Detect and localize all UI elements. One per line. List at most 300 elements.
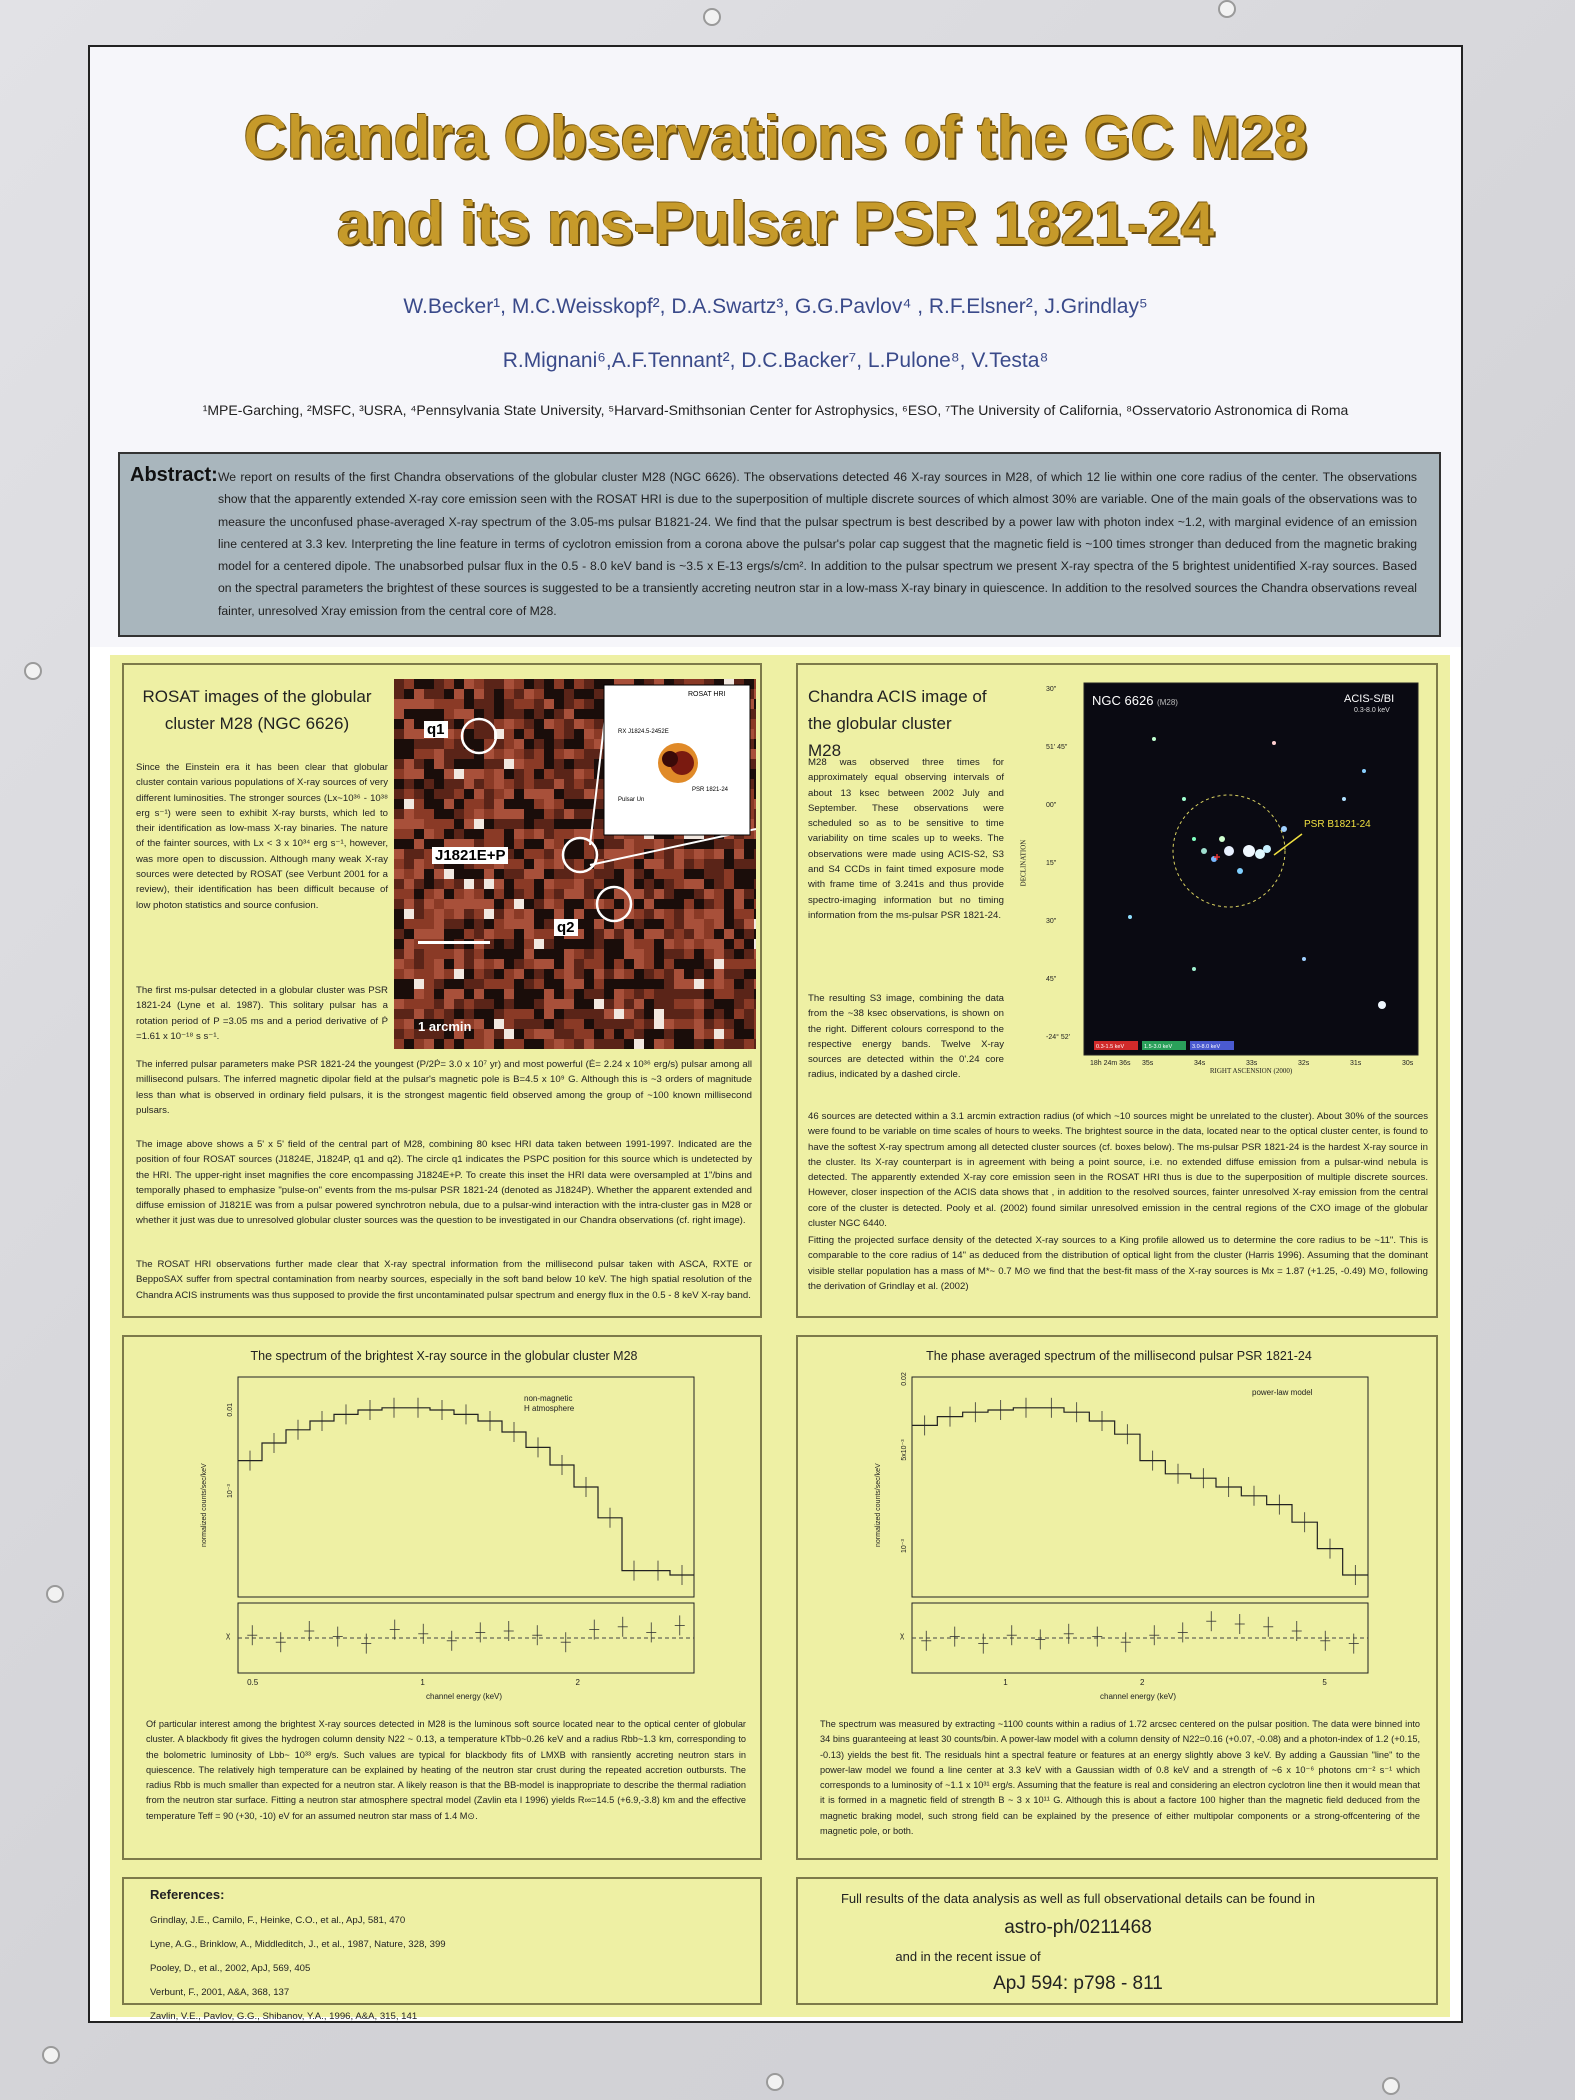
hri-pixel [494,969,504,979]
hri-pixel [594,979,604,989]
hri-pixel [544,809,554,819]
hri-pixel [714,989,724,999]
hri-pixel [454,719,464,729]
hri-pixel [394,889,404,899]
hri-pixel [524,929,534,939]
hri-pixel [524,889,534,899]
hri-pixel [684,919,694,929]
hri-pixel [584,929,594,939]
hri-pixel [754,959,756,969]
hri-pixel [474,999,484,1009]
hri-pixel [514,949,524,959]
hri-pixel [604,869,614,879]
hri-pixel [614,1009,624,1019]
pin-top-center [703,8,721,26]
hri-pixel [534,919,544,929]
hri-pixel [744,939,754,949]
hri-pixel [744,889,754,899]
hri-pixel [754,809,756,819]
hri-pixel [464,989,474,999]
rosat-title-line-1: ROSAT images of the globular [142,687,372,706]
hri-pixel [444,799,454,809]
hri-pixel [564,699,574,709]
hri-pixel [404,879,414,889]
hri-pixel [504,969,514,979]
acis-xtick: 33s [1246,1060,1258,1067]
hri-pixel [494,769,504,779]
hri-pixel [584,979,594,989]
hri-pixel [514,849,524,859]
hri-pixel [594,819,604,829]
hri-pixel [444,949,454,959]
hri-pixel [474,989,484,999]
hri-pixel [644,869,654,879]
hri-pixel [534,829,544,839]
hri-pixel [684,1029,694,1039]
hri-pixel [424,809,434,819]
hri-pixel [724,999,734,1009]
y-tick-label: 5x10⁻³ [901,1439,908,1461]
hri-pixel [624,839,634,849]
hri-pixel [644,929,654,939]
hri-pixel [594,919,604,929]
hri-pixel [424,709,434,719]
hri-pixel [494,949,504,959]
hri-pixel [544,1029,554,1039]
hri-pixel [514,709,524,719]
hri-pixel [534,839,544,849]
hri-pixel [474,709,484,719]
hri-pixel [604,959,614,969]
hri-pixel [394,689,404,699]
hri-pixel [624,939,634,949]
hri-pixel [754,729,756,739]
hri-pixel [684,889,694,899]
hri-pixel [514,829,524,839]
hri-pixel [744,1009,754,1019]
hri-pixel [704,979,714,989]
hri-pixel [534,729,544,739]
hri-pixel [534,949,544,959]
hri-pixel [394,869,404,879]
hri-pixel [424,679,434,689]
hri-pixel [544,719,554,729]
hri-pixel [684,989,694,999]
hri-pixel [594,689,604,699]
hri-pixel [504,689,514,699]
hri-pixel [564,689,574,699]
hri-pixel [714,849,724,859]
hri-pixel [564,719,574,729]
hri-pixel [614,859,624,869]
hri-pixel [474,1019,484,1029]
hri-pixel [574,839,584,849]
hri-pixel [434,819,444,829]
hri-pixel [444,829,454,839]
hri-pixel [454,1009,464,1019]
hri-pixel [544,939,554,949]
hri-pixel [754,679,756,689]
hri-pixel [414,979,424,989]
hri-pixel [664,889,674,899]
spectrum-1-section [122,1335,762,1860]
hri-pixel [544,779,554,789]
hri-pixel [734,839,744,849]
hri-pixel [634,889,644,899]
hri-pixel [754,939,756,949]
hri-pixel [594,1009,604,1019]
hri-pixel [534,879,544,889]
hri-pixel [494,919,504,929]
hri-pixel [714,1009,724,1019]
hri-pixel [534,959,544,969]
hri-pixel [484,879,494,889]
hri-pixel [574,939,584,949]
hri-pixel [424,829,434,839]
rosat-para-1: Since the Einstein era it has been clear that globular cluster contain various populations of X-ray sources of very different luminosities. The stronger sources (Lx~10³⁶ - 10³⁸ erg s⁻¹) were seen to exhibit X-ray bursts, which led to their identification as low-mass X-ray binaries. The nature of the fainter sources, with Lx < 3 x 10³⁴ erg s⁻¹, however, was more open to discussion. Although many weak X-ray sources were detected by ROSAT (see Verbunt 2001 for a review), their identification has been difficult because of low photon statistics and source confusion. [136,762,388,911]
hri-pixel [584,849,594,859]
chandra-acis-map [1044,679,1424,1079]
hri-pixel [414,919,424,929]
hri-pixel [574,1009,584,1019]
hri-pixel [564,979,574,989]
hri-pixel [514,689,524,699]
hri-pixel [444,879,454,889]
hri-pixel [394,959,404,969]
hri-pixel [704,999,714,1009]
hri-pixel [414,769,424,779]
hri-pixel [414,689,424,699]
hri-pixel [424,889,434,899]
hri-pixel [504,709,514,719]
hri-pixel [484,699,494,709]
acis-label-instr: ACIS-S/BI [1344,693,1395,705]
hri-pixel [474,1009,484,1019]
hri-pixel [424,979,434,989]
y-tick-label: 0.02 [901,1372,908,1386]
hri-pixel [484,779,494,789]
hri-pixel [394,789,404,799]
x-axis-label: channel energy (keV) [426,1692,503,1701]
hri-pixel [694,1029,704,1039]
hri-pixel [664,919,674,929]
hri-pixel [614,979,624,989]
hri-pixel [434,969,444,979]
x-tick-label: 5 [1322,1678,1327,1687]
poster [88,45,1463,2023]
hri-pixel [514,1019,524,1029]
hri-pixel [734,1039,744,1049]
hri-pixel [664,939,674,949]
hri-pixel [754,759,756,769]
reference-item: Verbunt, F., 2001, A&A, 368, 137 [150,1987,290,1998]
hri-pixel [424,749,434,759]
hri-pixel [534,719,544,729]
hri-pixel [474,919,484,929]
hri-pixel [624,1029,634,1039]
hri-pixel [474,769,484,779]
hri-pixel [464,819,474,829]
hri-pixel [514,979,524,989]
hri-pixel [504,959,514,969]
hri-pixel [444,819,454,829]
hri-pixel [434,909,444,919]
hri-pixel [414,709,424,719]
hri-pixel [714,909,724,919]
hri-pixel [664,909,674,919]
rosat-section [122,663,762,1318]
hri-pixel [404,749,414,759]
hri-pixel [554,809,564,819]
hri-pixel [464,899,474,909]
hri-pixel [734,849,744,859]
hri-pixel [484,799,494,809]
hri-pixel [564,799,574,809]
hri-pixel [554,959,564,969]
hri-pixel [654,999,664,1009]
hri-pixel [724,839,734,849]
hri-pixel [434,979,444,989]
hri-pixel [714,1039,724,1049]
hri-pixel [654,1029,664,1039]
hri-pixel [424,919,434,929]
hri-pixel [684,949,694,959]
hri-pixel [474,909,484,919]
hri-pixel [554,699,564,709]
hri-pixel [674,919,684,929]
hri-pixel [674,1029,684,1039]
hri-pixel [394,1039,404,1049]
hri-pixel [464,969,474,979]
hri-pixel [754,1039,756,1049]
hri-pixel [574,709,584,719]
hri-pixel [454,829,464,839]
hri-pixel [644,979,654,989]
references-heading: References: [150,1887,225,1902]
hri-pixel [504,919,514,929]
hri-pixel [614,1029,624,1039]
rosat-image [394,679,756,1049]
hri-pixel [594,999,604,1009]
hri-pixel [494,909,504,919]
hri-pixel [394,709,404,719]
pin-bottom-center [766,2073,784,2091]
hri-pixel [684,879,694,889]
hri-pixel [674,899,684,909]
hri-pixel [674,949,684,959]
hri-pixel [524,1039,534,1049]
hri-pixel [474,959,484,969]
hri-pixel [634,1039,644,1049]
scale-bar [418,941,490,944]
hri-pixel [534,819,544,829]
hri-pixel [404,809,414,819]
hri-pixel [574,899,584,909]
hri-pixel [524,739,534,749]
hri-pixel [614,949,624,959]
hri-pixel [574,749,584,759]
hri-pixel [544,749,554,759]
hri-pixel [494,1019,504,1029]
hri-pixel [464,769,474,779]
hri-pixel [454,759,464,769]
hri-pixel [574,889,584,899]
hri-pixel [554,799,564,809]
hri-pixel [474,799,484,809]
hri-pixel [424,969,434,979]
pin-bottom-right [1382,2077,1400,2095]
hri-pixel [704,879,714,889]
hri-pixel [594,969,604,979]
hri-pixel [534,849,544,859]
hri-pixel [414,949,424,959]
model-curve [238,1408,694,1575]
inset-title: ROSAT HRI [688,691,726,698]
hri-pixel [404,969,414,979]
hri-pixel [634,839,644,849]
hri-pixel [394,819,404,829]
hri-pixel [534,859,544,869]
hri-pixel [424,699,434,709]
hri-pixel [694,969,704,979]
hri-pixel [564,769,574,779]
hri-pixel [754,929,756,939]
hri-pixel [594,1029,604,1039]
hri-pixel [484,899,494,909]
hri-pixel [684,969,694,979]
hri-pixel [414,729,424,739]
hri-pixel [604,929,614,939]
hri-pixel [414,829,424,839]
hri-pixel [554,769,564,779]
hri-pixel [654,1039,664,1049]
main-panel [912,1377,1368,1597]
hri-pixel [394,829,404,839]
hri-pixel [414,799,424,809]
hri-pixel [524,749,534,759]
hri-pixel [404,819,414,829]
hri-pixel [714,869,724,879]
hri-pixel [484,809,494,819]
hri-pixel [664,929,674,939]
hri-pixel [414,739,424,749]
hri-pixel [514,939,524,949]
hri-pixel [424,1039,434,1049]
hri-pixel [714,889,724,899]
hri-pixel [734,869,744,879]
hri-pixel [394,879,404,889]
hri-pixel [504,739,514,749]
hri-pixel [514,1039,524,1049]
hri-pixel [474,889,484,899]
hri-pixel [624,949,634,959]
reference-item: Pooley, D., et al., 2002, ApJ, 569, 405 [150,1963,311,1974]
hri-pixel [714,919,724,929]
hri-pixel [494,689,504,699]
hri-pixel [574,769,584,779]
hri-pixel [744,849,754,859]
hri-pixel [434,889,444,899]
hri-pixel [734,969,744,979]
hri-pixel [694,1019,704,1029]
hri-pixel [754,859,756,869]
hri-pixel [484,1019,494,1029]
hri-pixel [544,929,554,939]
hri-pixel [574,1019,584,1029]
hri-pixel [474,979,484,989]
hri-pixel [594,879,604,889]
hri-pixel [584,989,594,999]
hri-pixel [434,959,444,969]
xray-source [1192,967,1196,971]
hri-pixel [604,989,614,999]
hri-pixel [514,779,524,789]
hri-pixel [494,879,504,889]
x-tick-label: 0.5 [247,1678,259,1687]
hri-pixel [474,869,484,879]
hri-pixel [754,799,756,809]
hri-pixel [454,999,464,1009]
hri-pixel [444,899,454,909]
hri-pixel [584,1039,594,1049]
hri-pixel [644,999,654,1009]
hri-pixel [514,699,524,709]
hri-pixel [574,779,584,789]
hri-pixel [424,759,434,769]
hri-pixel [564,819,574,829]
hri-pixel [664,1029,674,1039]
hri-pixel [724,929,734,939]
hri-pixel [394,979,404,989]
hri-pixel [564,849,574,859]
hri-pixel [464,779,474,789]
hri-pixel [394,749,404,759]
hri-pixel [754,769,756,779]
hri-pixel [744,989,754,999]
hri-pixel [644,1009,654,1019]
hri-pixel [484,709,494,719]
hri-pixel [564,989,574,999]
hri-pixel [724,989,734,999]
hri-pixel [474,969,484,979]
hri-pixel [414,959,424,969]
hri-pixel [664,999,674,1009]
hri-pixel [494,869,504,879]
hri-pixel [654,989,664,999]
hri-pixel [534,929,544,939]
title-line-2: and its ms-Pulsar PSR 1821-24 [336,190,1215,257]
hri-pixel [554,829,564,839]
hri-pixel [414,969,424,979]
hri-pixel [524,909,534,919]
hri-pixel [524,829,534,839]
hri-pixel [624,969,634,979]
hri-pixel [484,919,494,929]
rosat-hri-map [394,679,756,1049]
hri-pixel [754,1029,756,1039]
hri-pixel [584,1019,594,1029]
hri-pixel [434,869,444,879]
hri-pixel [654,919,664,929]
hri-pixel [554,989,564,999]
hri-pixel [674,849,684,859]
hri-pixel [424,989,434,999]
y-tick-label: 0.01 [227,1402,234,1417]
hri-pixel [514,859,524,869]
hri-pixel [584,749,594,759]
hri-pixel [694,909,704,919]
hri-pixel [674,999,684,1009]
